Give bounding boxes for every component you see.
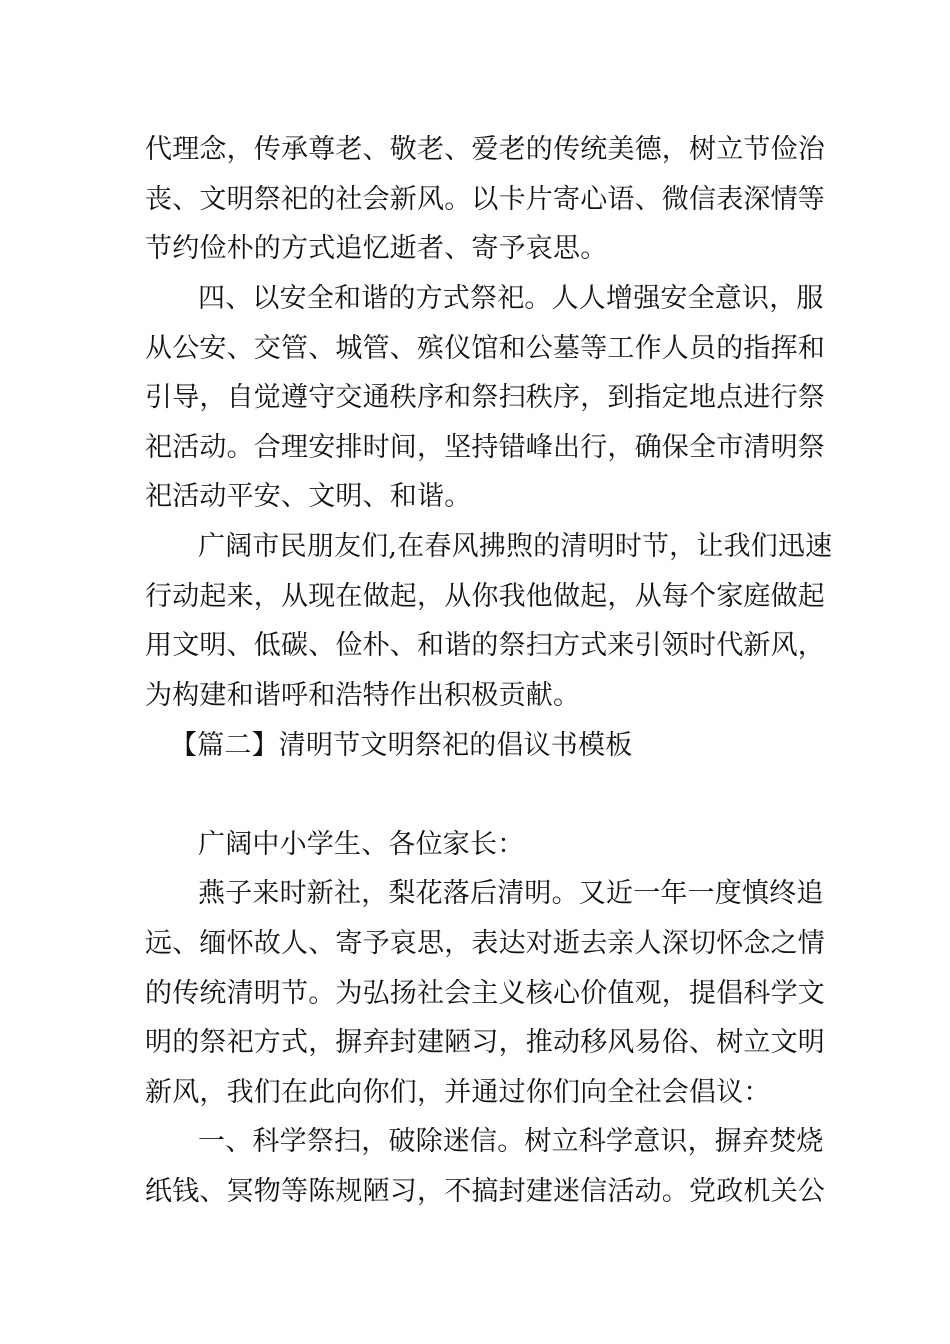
text-line: 的传统清明节。为弘扬社会主义核心价值观，提倡科学文 <box>145 978 825 1009</box>
text-line: 新风，我们在此向你们，并通过你们向全社会倡议： <box>145 1077 771 1108</box>
text-line: 行动起来，从现在做起，从你我他做起，从每个家庭做起 <box>145 581 825 612</box>
text-line: 纸钱、冥物等陈规陋习，不搞封建迷信活动。党政机关公 <box>145 1176 825 1207</box>
text-line: 四、以安全和谐的方式祭祀。人人增强安全意识，服 <box>198 283 824 314</box>
text-line: 为构建和谐呼和浩特作出积极贡献。 <box>145 680 581 711</box>
text-line: 代理念，传承尊老、敬老、爱老的传统美德，树立节俭治 <box>145 134 825 165</box>
text-line: 燕子来时新社，梨花落后清明。又近一年一度慎终追 <box>198 878 824 909</box>
text-line: 从公安、交管、城管、殡仪馆和公墓等工作人员的指挥和 <box>145 333 825 364</box>
text-line: 节约俭朴的方式追忆逝者、寄予哀思。 <box>145 233 608 264</box>
text-line: 丧、文明祭祀的社会新风。以卡片寄心语、微信表深情等 <box>145 184 825 215</box>
text-line: 用文明、低碳、俭朴、和谐的祭扫方式来引领时代新风， <box>145 630 825 661</box>
salutation: 广阔中小学生、各位家长： <box>198 829 525 860</box>
text-line: 远、缅怀故人、寄予哀思，表达对逝去亲人深切怀念之情 <box>145 928 825 959</box>
text-line: 明的祭祀方式，摒弃封建陋习，推动移风易俗、树立文明 <box>145 1027 825 1058</box>
text-line: 祀活动。合理安排时间，坚持错峰出行，确保全市清明祭 <box>145 432 825 463</box>
text-line: 祀活动平安、文明、和谐。 <box>145 481 472 512</box>
text-line: 广阔市民朋友们,在春风拂煦的清明时节，让我们迅速 <box>198 531 833 562</box>
section-heading: 【篇二】清明节文明祭祀的倡议书模板 <box>170 730 633 761</box>
text-line: 一、科学祭扫，破除迷信。树立科学意识，摒弃焚烧 <box>198 1126 824 1157</box>
text-line: 引导，自觉遵守交通秩序和祭扫秩序，到指定地点进行祭 <box>145 382 825 413</box>
